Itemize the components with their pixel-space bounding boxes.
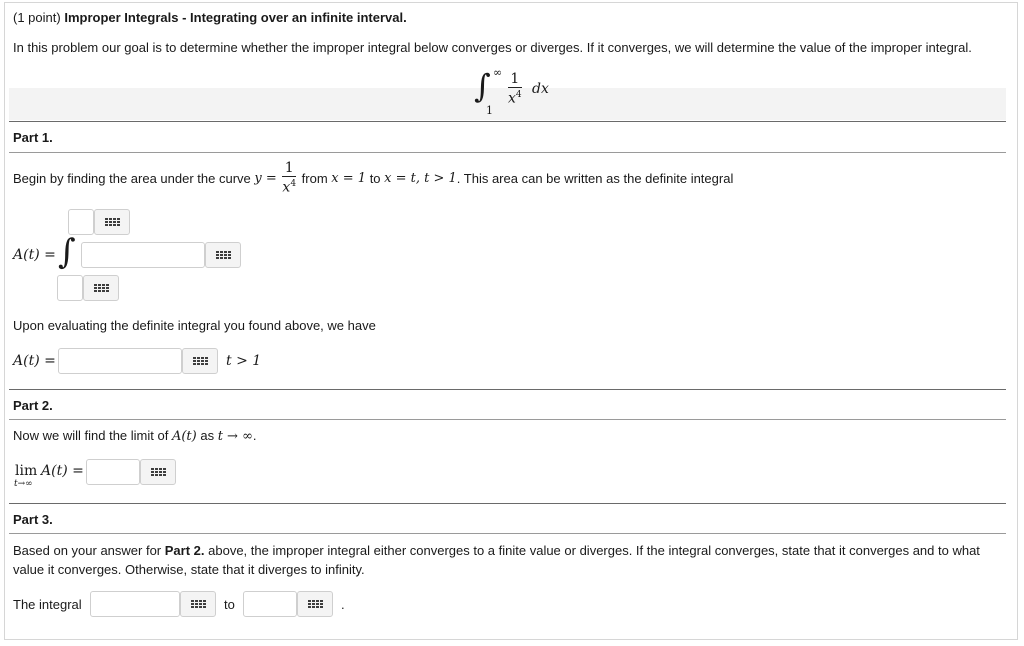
part1-range-2: x = t, t > 1: [384, 170, 457, 186]
points-label: (1 point): [13, 10, 61, 25]
lim-function: A(t) =: [41, 463, 84, 479]
integrand-input[interactable]: [81, 242, 205, 268]
part3-text-bold: Part 2.: [164, 543, 205, 558]
grid-icon: [151, 468, 166, 476]
part1-top-rule: [9, 121, 1006, 122]
part1-y-eq: y =: [254, 170, 277, 186]
converge-diverge-input[interactable]: [90, 591, 180, 617]
result-condition: t > 1: [226, 353, 262, 369]
converge-diverge-editor-button[interactable]: [180, 591, 216, 617]
integral-label: A(t) =: [13, 247, 56, 263]
part3-text-b: above, the improper integral either converges to a finite value or diverges. If the integral converges, state that it converges and to what: [208, 543, 980, 558]
main-integral-fraction: [508, 72, 522, 107]
part2-text-as: as: [200, 428, 215, 443]
value-editor-button[interactable]: [297, 591, 333, 617]
lower-limit-input[interactable]: [57, 275, 83, 301]
main-integral-sign: ∫: [474, 67, 491, 105]
part3-bottom-rule: [9, 533, 1006, 534]
part1-text-prefix: Begin by finding the area under the curve: [13, 170, 251, 186]
part2-text-end: .: [252, 428, 257, 443]
lim-subscript: t→∞: [14, 479, 33, 489]
integrand-editor-button[interactable]: [205, 242, 241, 268]
main-integral-lower: 1: [486, 104, 493, 117]
value-input[interactable]: [243, 591, 297, 617]
main-integral-upper: ∞: [493, 66, 503, 79]
part1-prompt: [13, 160, 733, 196]
answer-end: .: [341, 597, 345, 612]
part1-from: from: [301, 170, 328, 186]
part2-heading: Part 2.: [13, 398, 53, 413]
grid-icon: [193, 357, 208, 365]
grid-icon: [308, 600, 323, 608]
part1-to: to: [369, 170, 381, 186]
answer-to: to: [224, 597, 235, 612]
answer-prefix: The integral: [13, 597, 82, 612]
part3-top-rule: [9, 503, 1006, 504]
upper-limit-editor-button[interactable]: [94, 209, 130, 235]
part2-top-rule: [9, 389, 1006, 390]
result-label: A(t) =: [13, 353, 56, 369]
problem-header: [13, 10, 407, 25]
intro-text: In this problem our goal is to determine whether the improper integral below converges or diverges. If it converges, we will determine the value of the improper integral.: [13, 40, 972, 55]
grid-icon: [105, 218, 120, 226]
part1-range-1: x = 1: [331, 170, 367, 186]
main-integral-dx: dx: [532, 81, 549, 97]
main-frac-den: x: [508, 90, 516, 107]
limit-input[interactable]: [86, 459, 140, 485]
part1-text-suffix: . This area can be written as the definite integral: [456, 170, 734, 186]
part3-heading: Part 3.: [13, 512, 53, 527]
result-editor-button[interactable]: [182, 348, 218, 374]
limit-editor-button[interactable]: [140, 459, 176, 485]
part1-heading: Part 1.: [13, 130, 53, 145]
part3-text-a: Based on your answer for: [13, 543, 162, 558]
lim-word: lim: [15, 463, 38, 479]
part2-text-prefix: Now we will find the limit of: [13, 428, 169, 443]
part2-prompt: [13, 428, 257, 444]
eval-text: Upon evaluating the definite integral you found above, we have: [13, 318, 376, 333]
part2-bottom-rule: [9, 419, 1006, 420]
part1-bottom-rule: [9, 152, 1006, 153]
result-input[interactable]: [58, 348, 182, 374]
lower-limit-editor-button[interactable]: [83, 275, 119, 301]
part3-line1: [13, 543, 980, 558]
grid-icon: [191, 600, 206, 608]
main-frac-exp: 4: [515, 90, 522, 100]
problem-title: Improper Integrals - Integrating over an infinite interval.: [64, 10, 407, 25]
grid-icon: [216, 251, 231, 259]
main-frac-num: 1: [510, 71, 520, 87]
part2-text-expr: A(t): [171, 429, 197, 444]
grid-icon: [94, 284, 109, 292]
part1-fraction: $\frac{1}{x^4}$: [282, 159, 297, 196]
part3-line2: value it converges. Otherwise, state that it diverges to infinity.: [13, 562, 365, 577]
integral-sign: ∫: [58, 232, 76, 272]
part2-text-limit: t → ∞: [217, 429, 253, 444]
